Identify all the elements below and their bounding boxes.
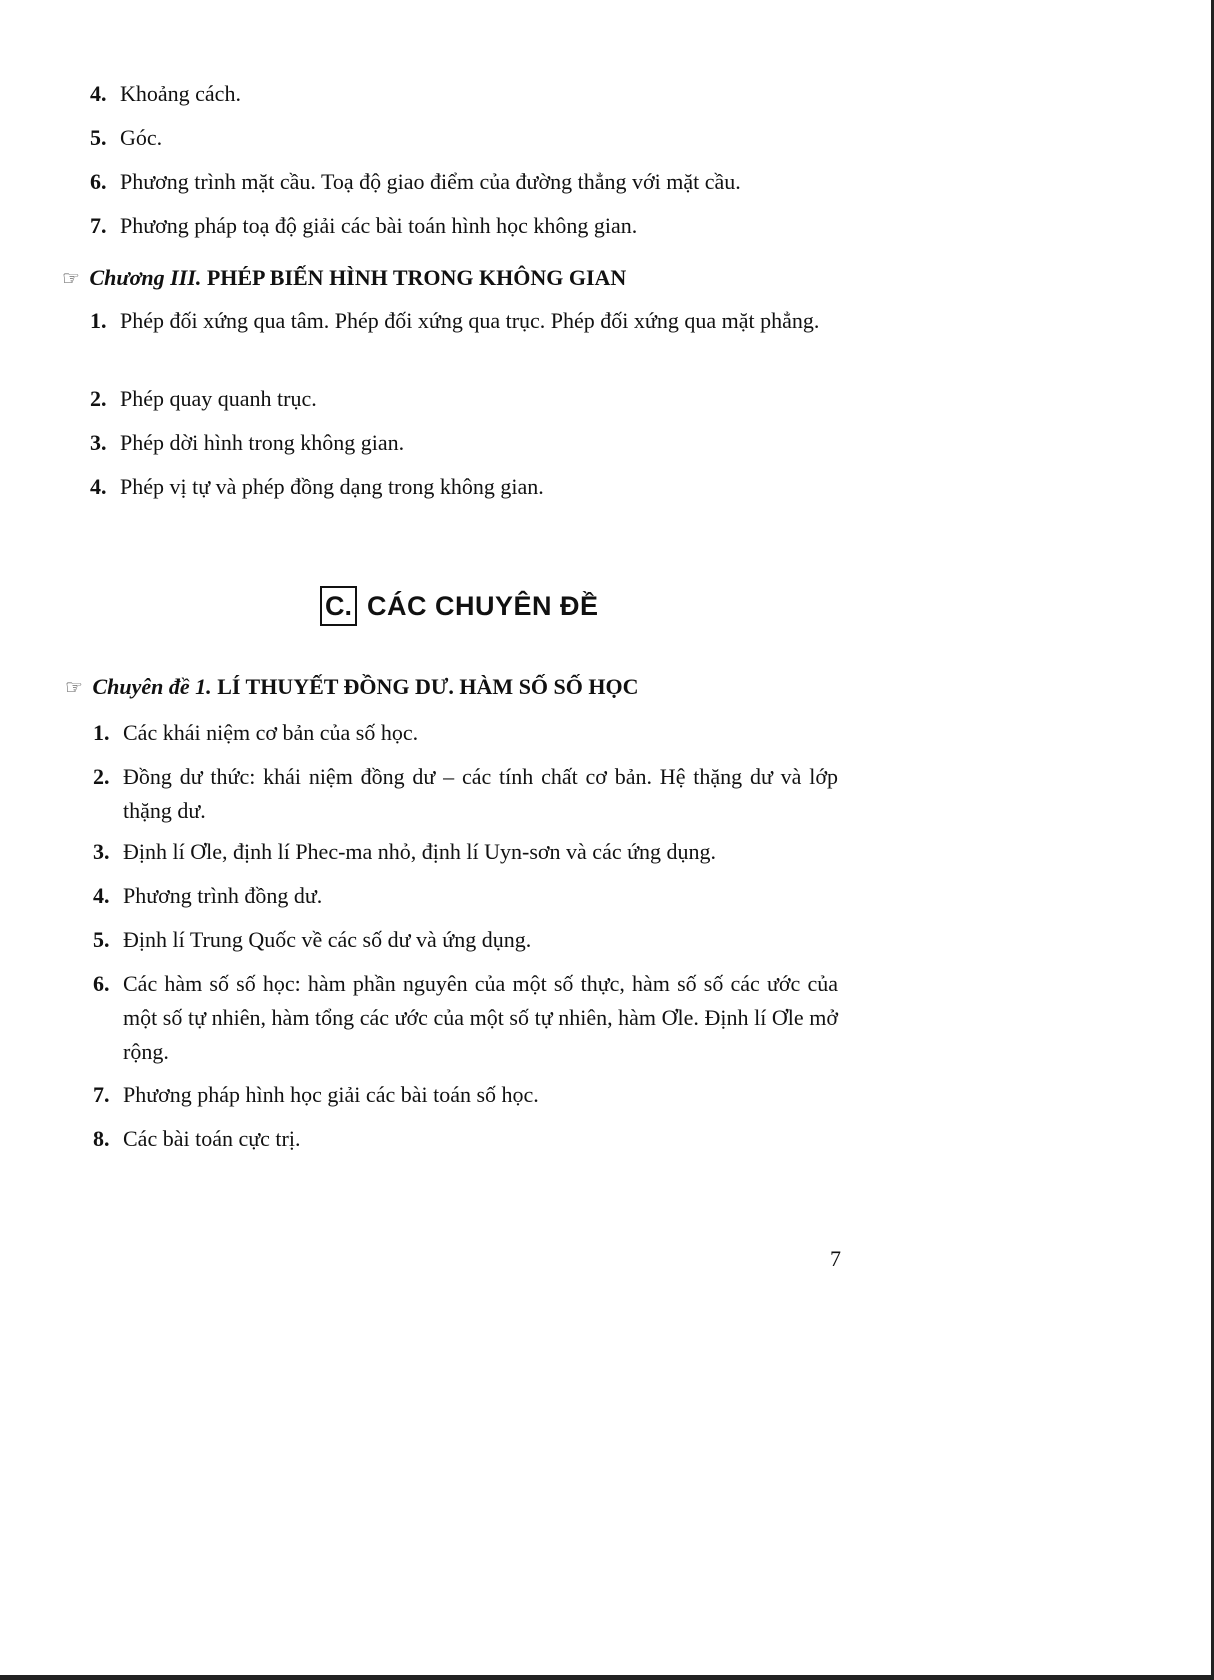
item-number: 6.: [93, 971, 110, 996]
list-item: [93, 879, 838, 913]
item-text: Phương pháp toạ độ giải các bài toán hình học không gian.: [120, 213, 638, 238]
item-number: 2.: [93, 764, 110, 789]
item-number: 5.: [93, 927, 110, 952]
list-item: [90, 165, 850, 199]
section-letter-box: C.: [320, 586, 357, 626]
list-item: [93, 923, 838, 957]
chapter-title: PHÉP BIẾN HÌNH TRONG KHÔNG GIAN: [206, 265, 627, 290]
list-item: [90, 426, 835, 460]
list-item: [93, 835, 838, 869]
item-text: Phương trình đồng dư.: [123, 883, 323, 908]
topic-label: Chuyên đề 1.: [92, 674, 212, 699]
item-number: 4.: [93, 883, 110, 908]
page-number: 7: [830, 1246, 841, 1271]
list-item: [93, 1078, 838, 1112]
list-item: [90, 470, 835, 504]
item-number: 7.: [93, 1082, 110, 1107]
list-item: [93, 716, 838, 750]
item-text: Phương trình mặt cầu. Toạ độ giao điểm của đường thẳng với mặt cầu.: [120, 169, 741, 194]
item-text: Các hàm số số học: hàm phần nguyên của một số thực, hàm số số các ước của một số tự nhiên, hàm tổng các ước của một số tự nhiên, hàm Ơle. Định lí Ơle mở rộng.: [123, 971, 838, 1064]
item-number: 4.: [90, 474, 107, 499]
list-item: [90, 77, 840, 111]
item-text: Các khái niệm cơ bản của số học.: [123, 720, 419, 745]
item-text: Phép vị tự và phép đồng dạng trong không gian.: [120, 474, 544, 499]
item-number: 5.: [90, 125, 107, 150]
hand-pointer-icon: ☞: [65, 677, 83, 699]
item-text: Phép dời hình trong không gian.: [120, 430, 405, 455]
item-number: 3.: [90, 430, 107, 455]
item-number: 1.: [90, 308, 107, 333]
item-number: 6.: [90, 169, 107, 194]
item-number: 8.: [93, 1126, 110, 1151]
chapter-heading: [62, 263, 862, 294]
section-heading: [320, 586, 599, 626]
chapter-label: Chương III.: [89, 265, 202, 290]
section-title: CÁC CHUYÊN ĐỀ: [367, 590, 599, 621]
list-item: [90, 121, 840, 155]
item-number: 3.: [93, 839, 110, 864]
item-text: Phép đối xứng qua tâm. Phép đối xứng qua trục. Phép đối xứng qua mặt phẳng.: [120, 308, 820, 333]
list-item: [90, 209, 840, 243]
item-text: Phép quay quanh trục.: [120, 386, 317, 411]
item-text: Đồng dư thức: khái niệm đồng dư – các tính chất cơ bản. Hệ thặng dư và lớp thặng dư.: [123, 764, 838, 823]
topic-heading: [65, 672, 865, 703]
list-item: [90, 304, 835, 338]
item-number: 2.: [90, 386, 107, 411]
topic-title: LÍ THUYẾT ĐỒNG DƯ. HÀM SỐ SỐ HỌC: [217, 674, 639, 699]
list-item: [90, 382, 835, 416]
item-text: Định lí Trung Quốc về các số dư và ứng dụng.: [123, 927, 532, 952]
list-item: [93, 1122, 838, 1156]
item-number: 1.: [93, 720, 110, 745]
hand-pointer-icon: ☞: [62, 268, 80, 290]
item-text: Định lí Ơle, định lí Phec-ma nhỏ, định lí Uyn-sơn và các ứng dụng.: [123, 839, 717, 864]
item-text: Phương pháp hình học giải các bài toán số học.: [123, 1082, 539, 1107]
list-item: [93, 760, 838, 828]
item-text: Khoảng cách.: [120, 81, 241, 106]
item-number: 7.: [90, 213, 107, 238]
scan-border-bottom: [0, 1675, 1214, 1680]
item-number: 4.: [90, 81, 107, 106]
item-text: Góc.: [120, 125, 163, 150]
item-text: Các bài toán cực trị.: [123, 1126, 301, 1151]
list-item: [93, 967, 838, 1069]
